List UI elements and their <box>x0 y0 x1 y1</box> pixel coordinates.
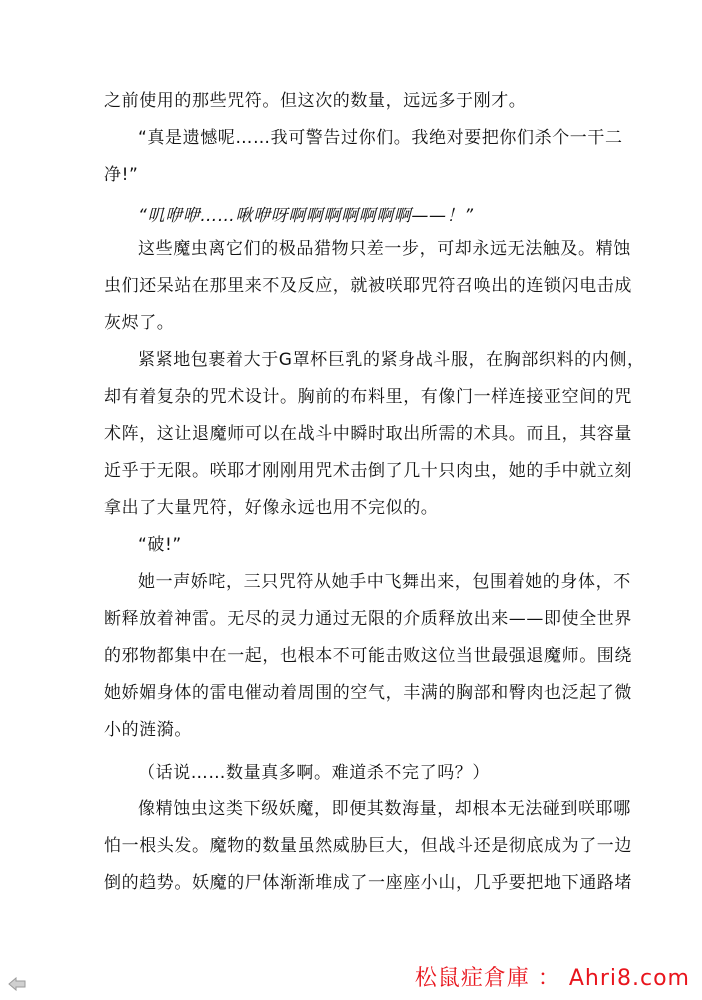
text-line: 像精蚀虫这类下级妖魔，即便其数海量，却根本无法碰到咲耶哪 <box>138 799 631 819</box>
text-line: “叽咿咿……啾咿呀啊啊啊啊啊啊啊——！” <box>138 206 474 226</box>
text-line: 怕一根头发。魔物的数量虽然威胁巨大，但战斗还是彻底成为了一边 <box>104 836 632 856</box>
text-line: 术阵，这让退魔师可以在战斗中瞬时取出所需的术具。而且，其容量 <box>104 424 632 444</box>
text-line: 之前使用的那些咒符。但这次的数量，远远多于刚才。 <box>104 91 527 111</box>
text-line: 灰烬了。 <box>104 313 175 333</box>
left-arrow-icon[interactable] <box>8 977 26 991</box>
page-footer <box>0 955 702 1000</box>
text-line: 净!” <box>104 165 139 185</box>
text-line: 倒的趋势。妖魔的尸体渐渐堆成了一座座小山，几乎要把地下通路堵 <box>104 873 632 893</box>
text-line: 她娇媚身体的雷电催动着周围的空气，丰满的胸部和臀肉也泛起了微 <box>104 683 632 703</box>
text-line: 小的涟漪。 <box>104 720 192 740</box>
text-line: 断释放着神雷。无尽的灵力通过无限的介质释放出来——即使全世界 <box>104 609 632 629</box>
text-line: 她一声娇咤，三只咒符从她手中飞舞出来，包围着她的身体，不 <box>138 572 631 592</box>
text-line: 近乎于无限。咲耶才刚刚用咒术击倒了几十只肉虫，她的手中就立刻 <box>104 461 632 481</box>
watermark: 松鼠症倉庫 ： Ahri8.com <box>414 966 690 991</box>
text-line: 虫们还呆站在那里来不及反应，就被咲耶咒符召唤出的连锁闪电击成 <box>104 276 632 296</box>
text-line: 紧紧地包裹着大于G罩杯巨乳的紧身战斗服，在胸部织料的内侧， <box>138 350 645 370</box>
text-line: 拿出了大量咒符，好像永远也用不完似的。 <box>104 498 439 518</box>
text-line: 的邪物都集中在一起，也根本不可能击败这位当世最强退魔师。围绕 <box>104 646 632 666</box>
text-line: “破!” <box>138 535 182 555</box>
text-line: （话说……数量真多啊。难道杀不完了吗？） <box>138 763 490 783</box>
text-line: “真是遗憾呢……我可警告过你们。我绝对要把你们杀个一干二 <box>138 128 623 148</box>
text-line: 这些魔虫离它们的极品猎物只差一步，可却永远无法触及。精蚀 <box>138 239 631 259</box>
text-line: 却有着复杂的咒术设计。胸前的布料里，有像门一样连接亚空间的咒 <box>104 387 632 407</box>
